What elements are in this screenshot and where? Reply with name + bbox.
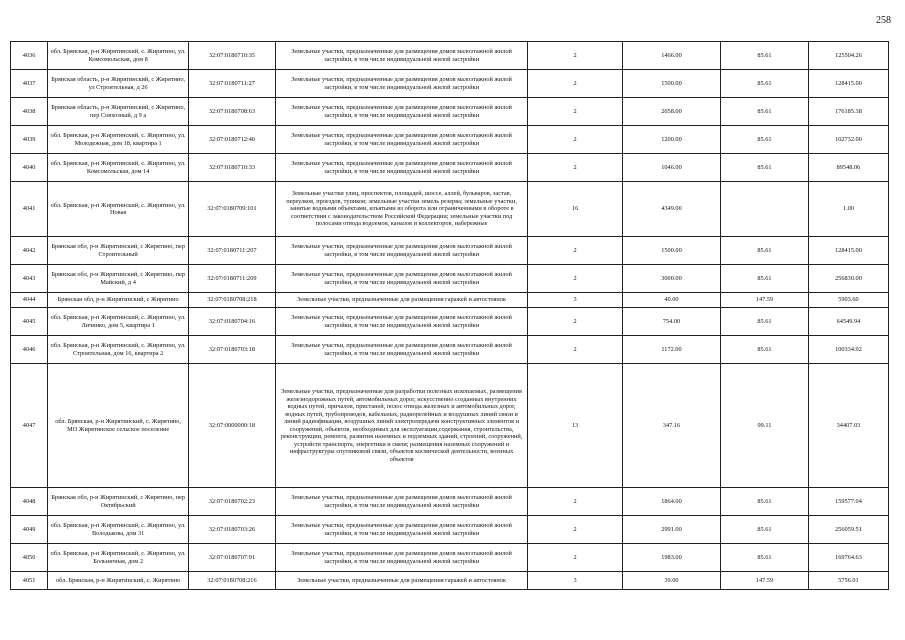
area-cell: 40.00 <box>622 293 720 308</box>
specific-value-cell: 147.59 <box>721 572 809 590</box>
table-row <box>11 265 889 293</box>
group-code-cell: 2 <box>528 70 623 98</box>
row-number: 4046 <box>11 336 48 364</box>
row-number: 4038 <box>11 98 48 126</box>
table-row <box>11 308 889 336</box>
table-row <box>11 544 889 572</box>
land-use-category-cell: Земельные участки, предназначенные для размещения домов малоэтажной жилой застройки, в том числе индивидуальной жилой застройки <box>275 516 527 544</box>
cadastral-number-cell: 32:07:0000000:18 <box>189 364 276 488</box>
cadastral-value-cell: 5903.60 <box>808 293 888 308</box>
row-number: 4045 <box>11 308 48 336</box>
address-cell: Брянская область, р-н Жирятинский, с Жирятино, пер Совхозный, д 9 а <box>48 98 189 126</box>
cadastral-number-cell: 32:07:0180703:18 <box>189 336 276 364</box>
cadastral-number-cell: 32:07:0180711:27 <box>189 70 276 98</box>
specific-value-cell: 85.61 <box>721 336 809 364</box>
table-row <box>11 336 889 364</box>
cadastral-number-cell: 32:07:0180704:16 <box>189 308 276 336</box>
specific-value-cell: 85.61 <box>721 308 809 336</box>
land-plot-registry-table <box>10 41 889 590</box>
specific-value-cell: 85.61 <box>721 265 809 293</box>
address-cell: обл. Брянская, р-н Жирятинский, с. Жирятино, ул. Комсомольская, дом 14 <box>48 154 189 182</box>
table-row <box>11 488 889 516</box>
address-cell: обл. Брянская, р-н Жирятинский, с. Жирятино, ул. Володькова, дом 31 <box>48 516 189 544</box>
table-row <box>11 572 889 590</box>
cadastral-number-cell: 32:07:0180709:101 <box>189 182 276 237</box>
table-row <box>11 516 889 544</box>
row-number: 4040 <box>11 154 48 182</box>
land-use-category-cell: Земельные участки, предназначенные для размещения домов малоэтажной жилой застройки, в том числе индивидуальной жилой застройки <box>275 126 527 154</box>
cadastral-value-cell: 169764.63 <box>808 544 888 572</box>
cadastral-value-cell: 159577.04 <box>808 488 888 516</box>
cadastral-number-cell: 32:07:0180710:33 <box>189 154 276 182</box>
cadastral-value-cell: 1.00 <box>808 182 888 237</box>
land-use-category-cell: Земельные участки, предназначенные для размещения домов малоэтажной жилой застройки, в том числе индивидуальной жилой застройки <box>275 488 527 516</box>
area-cell: 1466.00 <box>622 42 720 70</box>
area-cell: 2058.00 <box>622 98 720 126</box>
specific-value-cell: 85.61 <box>721 516 809 544</box>
address-cell: Брянская обл, р-н Жирятинский, с Жирятино, пер Строительный <box>48 237 189 265</box>
table-row <box>11 293 889 308</box>
cadastral-number-cell: 32:07:0180710:35 <box>189 42 276 70</box>
land-use-category-cell: Земельные участки, предназначенные для размещения домов малоэтажной жилой застройки, в том числе индивидуальной жилой застройки <box>275 70 527 98</box>
cadastral-value-cell: 102732.00 <box>808 126 888 154</box>
specific-value-cell: 85.61 <box>721 488 809 516</box>
land-use-category-cell: Земельные участки, предназначенные для размещения гаражей и автостоянок <box>275 293 527 308</box>
area-cell: 4349.00 <box>622 182 720 237</box>
address-cell: обл. Брянская, р-н Жирятинский, с. Жирятино, МО Жирятинское сельское поселение <box>48 364 189 488</box>
group-code-cell: 2 <box>528 516 623 544</box>
land-use-category-cell: Земельные участки, предназначенные для размещения домов малоэтажной жилой застройки, в том числе индивидуальной жилой застройки <box>275 154 527 182</box>
table-row <box>11 126 889 154</box>
cadastral-value-cell: 256059.51 <box>808 516 888 544</box>
group-code-cell: 2 <box>528 488 623 516</box>
cadastral-value-cell: 128415.00 <box>808 237 888 265</box>
area-cell: 3000.00 <box>622 265 720 293</box>
land-use-category-cell: Земельные участки улиц, проспектов, площадей, шоссе, аллей, бульваров, застав, переулков, проездов, тупиков; земельные участки земель резерва; земельные участки, занятые водными объектами, изъятыми из оборота или ограниченными в обороте в соответствии с законодательством Российской Федерации; земельные участки под полосами отвода водоемов, каналов и коллекторов, набережные <box>275 182 527 237</box>
cadastral-value-cell: 34407.03 <box>808 364 888 488</box>
cadastral-value-cell: 5756.01 <box>808 572 888 590</box>
group-code-cell: 2 <box>528 336 623 364</box>
cadastral-value-cell: 89548.06 <box>808 154 888 182</box>
group-code-cell: 2 <box>528 308 623 336</box>
cadastral-number-cell: 32:07:0180708:63 <box>189 98 276 126</box>
specific-value-cell: 85.61 <box>721 237 809 265</box>
address-cell: обл. Брянская, р-н Жирятинский, с. Жирятино, ул. Личинко, дом 5, квартира 1 <box>48 308 189 336</box>
row-number: 4049 <box>11 516 48 544</box>
cadastral-number-cell: 32:07:0180708:216 <box>189 572 276 590</box>
registry-rows <box>11 42 889 590</box>
row-number: 4042 <box>11 237 48 265</box>
cadastral-number-cell: 32:07:0180711:207 <box>189 237 276 265</box>
address-cell: обл. Брянская, р-н Жирятинский, с. Жирятино, ул. Комсомольская, дом 8 <box>48 42 189 70</box>
address-cell: Брянская область, р-н Жирятинский, с Жирятино, ул Строительная, д 26 <box>48 70 189 98</box>
table-row <box>11 154 889 182</box>
row-number: 4047 <box>11 364 48 488</box>
cadastral-number-cell: 32:07:0180708:218 <box>189 293 276 308</box>
land-use-category-cell: Земельные участки, предназначенные для разработки полезных ископаемых, размещения железнодорожных путей, автомобильных дорог, искусственно созданных внутренних водных путей, причалов, пристаней, полос отвода железных и автомобильных дорог, водных путей, трубопроводов, кабельных, радиорелейных и воздушных линий связи и линий радиофикации, воздушных линий электропередачи конструктивных элементов и сооружений, объектов, необходимых для эксплуатации,содержания, строительства, реконструкции, ремонта, развития наземных и подземных зданий, строений, сооружений, устройств транспорта, энергетики и связи; размещения наземных сооружений и инфраструктуры спутниковой связи, объектов космической деятельности, военных объектов <box>275 364 527 488</box>
land-use-category-cell: Земельные участки, предназначенные для размещения домов малоэтажной жилой застройки, в том числе индивидуальной жилой застройки <box>275 336 527 364</box>
address-cell: обл. Брянская, р-н Жирятинский, с. Жирятино, ул. Молодежная, дом 18, квартира 1 <box>48 126 189 154</box>
group-code-cell: 13 <box>528 364 623 488</box>
area-cell: 1046.00 <box>622 154 720 182</box>
land-use-category-cell: Земельные участки, предназначенные для размещения гаражей и автостоянок <box>275 572 527 590</box>
cadastral-number-cell: 32:07:0180703:26 <box>189 516 276 544</box>
area-cell: 2991.00 <box>622 516 720 544</box>
address-cell: обл. Брянская, р-н Жирятинский, с. Жирятино, ул. Новая <box>48 182 189 237</box>
area-cell: 1500.00 <box>622 237 720 265</box>
land-use-category-cell: Земельные участки, предназначенные для размещения домов малоэтажной жилой застройки, в том числе индивидуальной жилой застройки <box>275 308 527 336</box>
group-code-cell: 2 <box>528 154 623 182</box>
address-cell: обл. Брянская, р-н Жирятинский, с. Жирятино <box>48 572 189 590</box>
table-row <box>11 98 889 126</box>
table-row <box>11 70 889 98</box>
group-code-cell: 16 <box>528 182 623 237</box>
group-code-cell: 2 <box>528 98 623 126</box>
address-cell: Брянская обл, р-н Жирятинский, с Жирятино, пер Октябрьский <box>48 488 189 516</box>
address-cell: обл. Брянская, р-н Жирятинский, с. Жирятино, ул. Строительная, дом 16, квартира 2 <box>48 336 189 364</box>
group-code-cell: 2 <box>528 265 623 293</box>
area-cell: 1983.00 <box>622 544 720 572</box>
specific-value-cell: 85.61 <box>721 42 809 70</box>
area-cell: 39.00 <box>622 572 720 590</box>
specific-value-cell: 85.61 <box>721 70 809 98</box>
row-number: 4051 <box>11 572 48 590</box>
area-cell: 1172.00 <box>622 336 720 364</box>
row-number: 4043 <box>11 265 48 293</box>
land-use-category-cell: Земельные участки, предназначенные для размещения домов малоэтажной жилой застройки, в том числе индивидуальной жилой застройки <box>275 237 527 265</box>
specific-value-cell: 85.61 <box>721 154 809 182</box>
group-code-cell: 3 <box>528 572 623 590</box>
row-number: 4037 <box>11 70 48 98</box>
cadastral-number-cell: 32:07:0180702:23 <box>189 488 276 516</box>
row-number: 4036 <box>11 42 48 70</box>
row-number: 4044 <box>11 293 48 308</box>
land-use-category-cell: Земельные участки, предназначенные для размещения домов малоэтажной жилой застройки, в том числе индивидуальной жилой застройки <box>275 544 527 572</box>
table-row <box>11 182 889 237</box>
address-cell: Брянская обл, р-н Жирятинский, с Жирятино <box>48 293 189 308</box>
table-row <box>11 364 889 488</box>
specific-value-cell: 99.11 <box>721 364 809 488</box>
cadastral-value-cell: 256830.00 <box>808 265 888 293</box>
specific-value-cell: 85.61 <box>721 544 809 572</box>
row-number: 4039 <box>11 126 48 154</box>
table-row <box>11 42 889 70</box>
cadastral-value-cell: 176185.38 <box>808 98 888 126</box>
cadastral-value-cell: 64549.94 <box>808 308 888 336</box>
area-cell: 1864.00 <box>622 488 720 516</box>
group-code-cell: 2 <box>528 544 623 572</box>
area-cell: 1200.00 <box>622 126 720 154</box>
land-use-category-cell: Земельные участки, предназначенные для размещения домов малоэтажной жилой застройки, в том числе индивидуальной жилой застройки <box>275 42 527 70</box>
land-use-category-cell: Земельные участки, предназначенные для размещения домов малоэтажной жилой застройки, в том числе индивидуальной жилой застройки <box>275 265 527 293</box>
specific-value-cell: 85.61 <box>721 98 809 126</box>
area-cell: 1500.00 <box>622 70 720 98</box>
address-cell: обл. Брянская, р-н Жирятинский, с. Жирятино, ул. Больничная, дом 2 <box>48 544 189 572</box>
cadastral-number-cell: 32:07:0180712:40 <box>189 126 276 154</box>
row-number: 4048 <box>11 488 48 516</box>
row-number: 4050 <box>11 544 48 572</box>
table-row <box>11 237 889 265</box>
group-code-cell: 3 <box>528 293 623 308</box>
specific-value-cell: 85.61 <box>721 126 809 154</box>
cadastral-value-cell: 128415.00 <box>808 70 888 98</box>
group-code-cell: 2 <box>528 42 623 70</box>
land-use-category-cell: Земельные участки, предназначенные для размещения домов малоэтажной жилой застройки, в том числе индивидуальной жилой застройки <box>275 98 527 126</box>
cadastral-value-cell: 125504.26 <box>808 42 888 70</box>
cadastral-value-cell: 100334.92 <box>808 336 888 364</box>
group-code-cell: 2 <box>528 237 623 265</box>
specific-value-cell <box>721 182 809 237</box>
page-number: 258 <box>876 15 891 26</box>
group-code-cell: 2 <box>528 126 623 154</box>
cadastral-number-cell: 32:07:0180711:209 <box>189 265 276 293</box>
specific-value-cell: 147.59 <box>721 293 809 308</box>
row-number: 4041 <box>11 182 48 237</box>
cadastral-number-cell: 32:07:0180707:91 <box>189 544 276 572</box>
area-cell: 754.00 <box>622 308 720 336</box>
area-cell: 347.16 <box>622 364 720 488</box>
address-cell: Брянская обл, р-н Жирятинский, с Жирятино, пер Майский, д 4 <box>48 265 189 293</box>
